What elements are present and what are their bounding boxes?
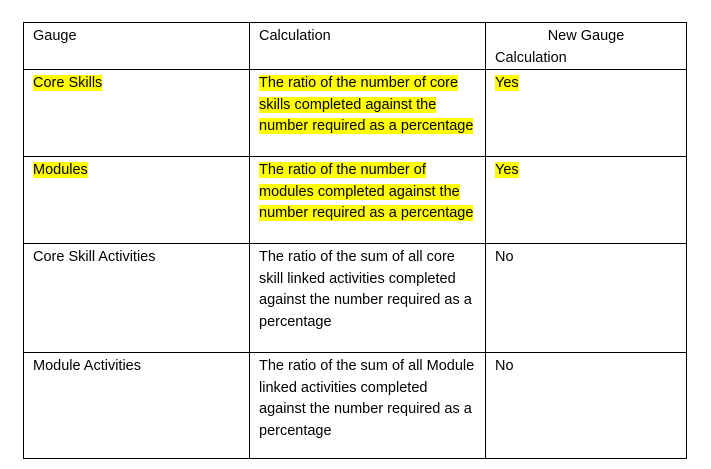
header-cell-gauge [24, 23, 250, 70]
gauge-name: Core Skills [33, 75, 103, 92]
table-header-row [24, 23, 687, 70]
header-cell-new-gauge-calculation [486, 23, 687, 70]
calculation-text: The ratio of the sum of all core skill linked activities completed against the number required as a percentage [259, 249, 472, 330]
cell-calculation [250, 157, 486, 244]
header-gauge-label: Gauge [33, 28, 77, 44]
header-new-gauge-calculation-label [495, 26, 677, 69]
header-calculation-label: Calculation [259, 28, 331, 44]
new-gauge-value: Yes [495, 162, 519, 179]
table-row [24, 70, 687, 157]
cell-calculation [250, 70, 486, 157]
header-cell-calculation [250, 23, 486, 70]
header-new-gauge-line1: New Gauge [547, 28, 625, 44]
cell-new-gauge [486, 244, 687, 353]
gauge-table [23, 22, 687, 459]
cell-gauge [24, 70, 250, 157]
cell-gauge [24, 244, 250, 353]
table-row [24, 353, 687, 459]
cell-new-gauge [486, 157, 687, 244]
cell-calculation [250, 244, 486, 353]
new-gauge-value: No [495, 249, 514, 266]
cell-new-gauge [486, 70, 687, 157]
calculation-text: The ratio of the number of core skills completed against the number required as a percentage [259, 75, 474, 135]
gauge-name: Module Activities [33, 358, 141, 375]
cell-calculation [250, 353, 486, 459]
cell-new-gauge [486, 353, 687, 459]
cell-gauge [24, 157, 250, 244]
cell-gauge [24, 353, 250, 459]
gauge-name: Core Skill Activities [33, 249, 156, 266]
calculation-text: The ratio of the number of modules completed against the number required as a percentage [259, 162, 474, 222]
new-gauge-value: No [495, 358, 514, 375]
header-new-gauge-line2: Calculation [495, 49, 567, 66]
gauge-name: Modules [33, 162, 88, 179]
new-gauge-value: Yes [495, 75, 519, 92]
table-row [24, 157, 687, 244]
calculation-text: The ratio of the sum of all Module linked activities completed against the number required as a percentage [259, 358, 475, 439]
table-row [24, 244, 687, 353]
